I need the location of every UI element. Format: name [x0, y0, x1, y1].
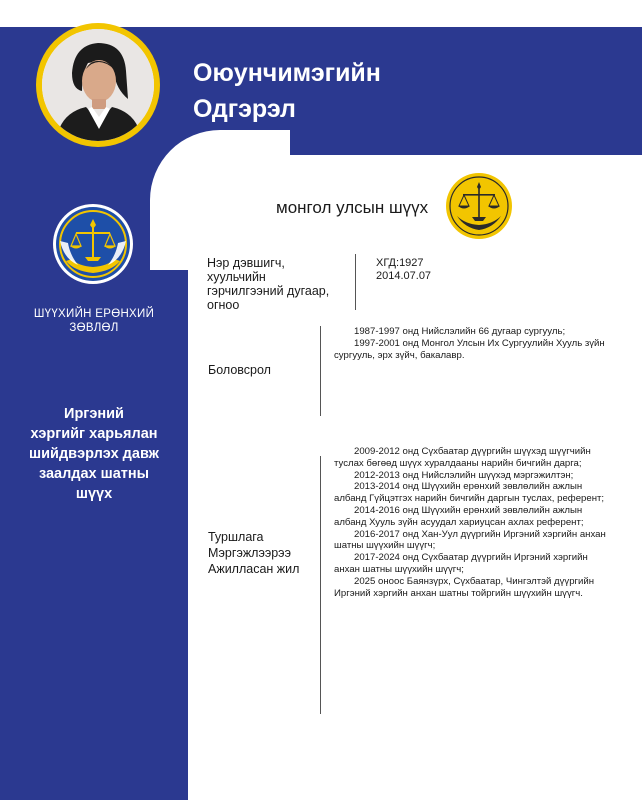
- court-title: монгол улсын шүүх: [276, 198, 429, 217]
- education-entry: 1987-1997 онд Нийслэлийн 66 дугаар сургууль;: [354, 326, 566, 337]
- court-type-line: шийдвэрлэх давж: [29, 446, 159, 462]
- experience-text: [334, 446, 612, 599]
- court-type-line: шүүх: [75, 486, 113, 502]
- education-divider: [320, 326, 321, 416]
- education-text: [334, 326, 610, 361]
- license-info: [376, 257, 431, 282]
- court-type-line: заалдах шатны: [38, 466, 150, 482]
- person-name-line1: Оюунчимэгийн: [193, 59, 381, 87]
- experience-label-line: Ажилласан жил: [208, 562, 300, 576]
- license-number: ХГД:1927: [376, 257, 424, 269]
- court-type: [0, 404, 188, 504]
- nomination-divider: [355, 254, 356, 310]
- experience-entry: 2014-2016 онд Шүүхийн ерөнхий зөвлөлийн ажлын албанд Хууль зүйн асуудал хариуцсан ахлах референт;: [334, 504, 584, 528]
- experience-divider: [320, 456, 321, 714]
- experience-entry: 2009-2012 онд Сүхбаатар дүүргийн шүүхэд шүүгчийн туслах бөгөөд шүүх хуралдааны нарийн бичгийн дарга;: [334, 446, 591, 469]
- nomination-label-line: огноо: [207, 298, 240, 312]
- experience-entry: 2017-2024 онд Сүхбаатар дүүргийн Иргэний хэргийн анхан шатны шүүхийн шүүгч;: [334, 552, 588, 575]
- court-seal-icon: [445, 172, 513, 240]
- experience-entry: 2025 оноос Баянзүрх, Сүхбаатар, Чингэлтэй дүүргийн Иргэний хэргийн анхан шатны тойргийн шүүхийн шүүгч.: [334, 575, 595, 599]
- education-label: Боловсрол: [208, 363, 271, 377]
- experience-entry: 2016-2017 онд Хан-Уул дүүргийн Иргэний хэргийн анхан шатны шүүхийн шүүгч;: [334, 528, 606, 552]
- nomination-label-line: Нэр дэвшигч,: [207, 256, 285, 270]
- court-type-line: Иргэний: [64, 406, 124, 422]
- council-name: [0, 307, 188, 335]
- court-type-line: хэргийг харьялан: [30, 426, 158, 442]
- nomination-label-line: хуульчийн: [207, 270, 266, 284]
- person-name: [193, 55, 381, 127]
- council-name-line2: ЗӨВЛӨЛ: [69, 322, 119, 334]
- experience-entry: 2013-2014 онд Шүүхийн ерөнхий зөвлөлийн ажлын албанд Гүйцэтгэх нарийн бичгийн даргын туслах, референт;: [334, 481, 605, 505]
- portrait-frame: [36, 23, 160, 147]
- scales-of-justice-emblem-icon: [52, 203, 134, 285]
- license-date: 2014.07.07: [376, 269, 432, 282]
- experience-label-line: Туршлага: [208, 530, 264, 544]
- nomination-label-line: гэрчилгээний дугаар,: [207, 284, 330, 298]
- experience-label-line: Мэргэжлээрээ: [208, 546, 291, 560]
- education-entry: 1997-2001 онд Монгол Улсын Их Сургуулийн Хууль зүйн сургууль, эрх зүйч, бакалавр.: [334, 337, 605, 361]
- nomination-label: [207, 256, 329, 312]
- portrait-photo: [42, 29, 154, 141]
- person-name-line2: Одгэрэл: [193, 95, 296, 123]
- experience-label: [208, 529, 299, 577]
- council-name-line1: ШҮҮХИЙН ЕРӨНХИЙ: [33, 308, 155, 320]
- experience-entry: 2012-2013 онд Нийслэлийн шүүхэд мэргэжилтэн;: [354, 469, 574, 481]
